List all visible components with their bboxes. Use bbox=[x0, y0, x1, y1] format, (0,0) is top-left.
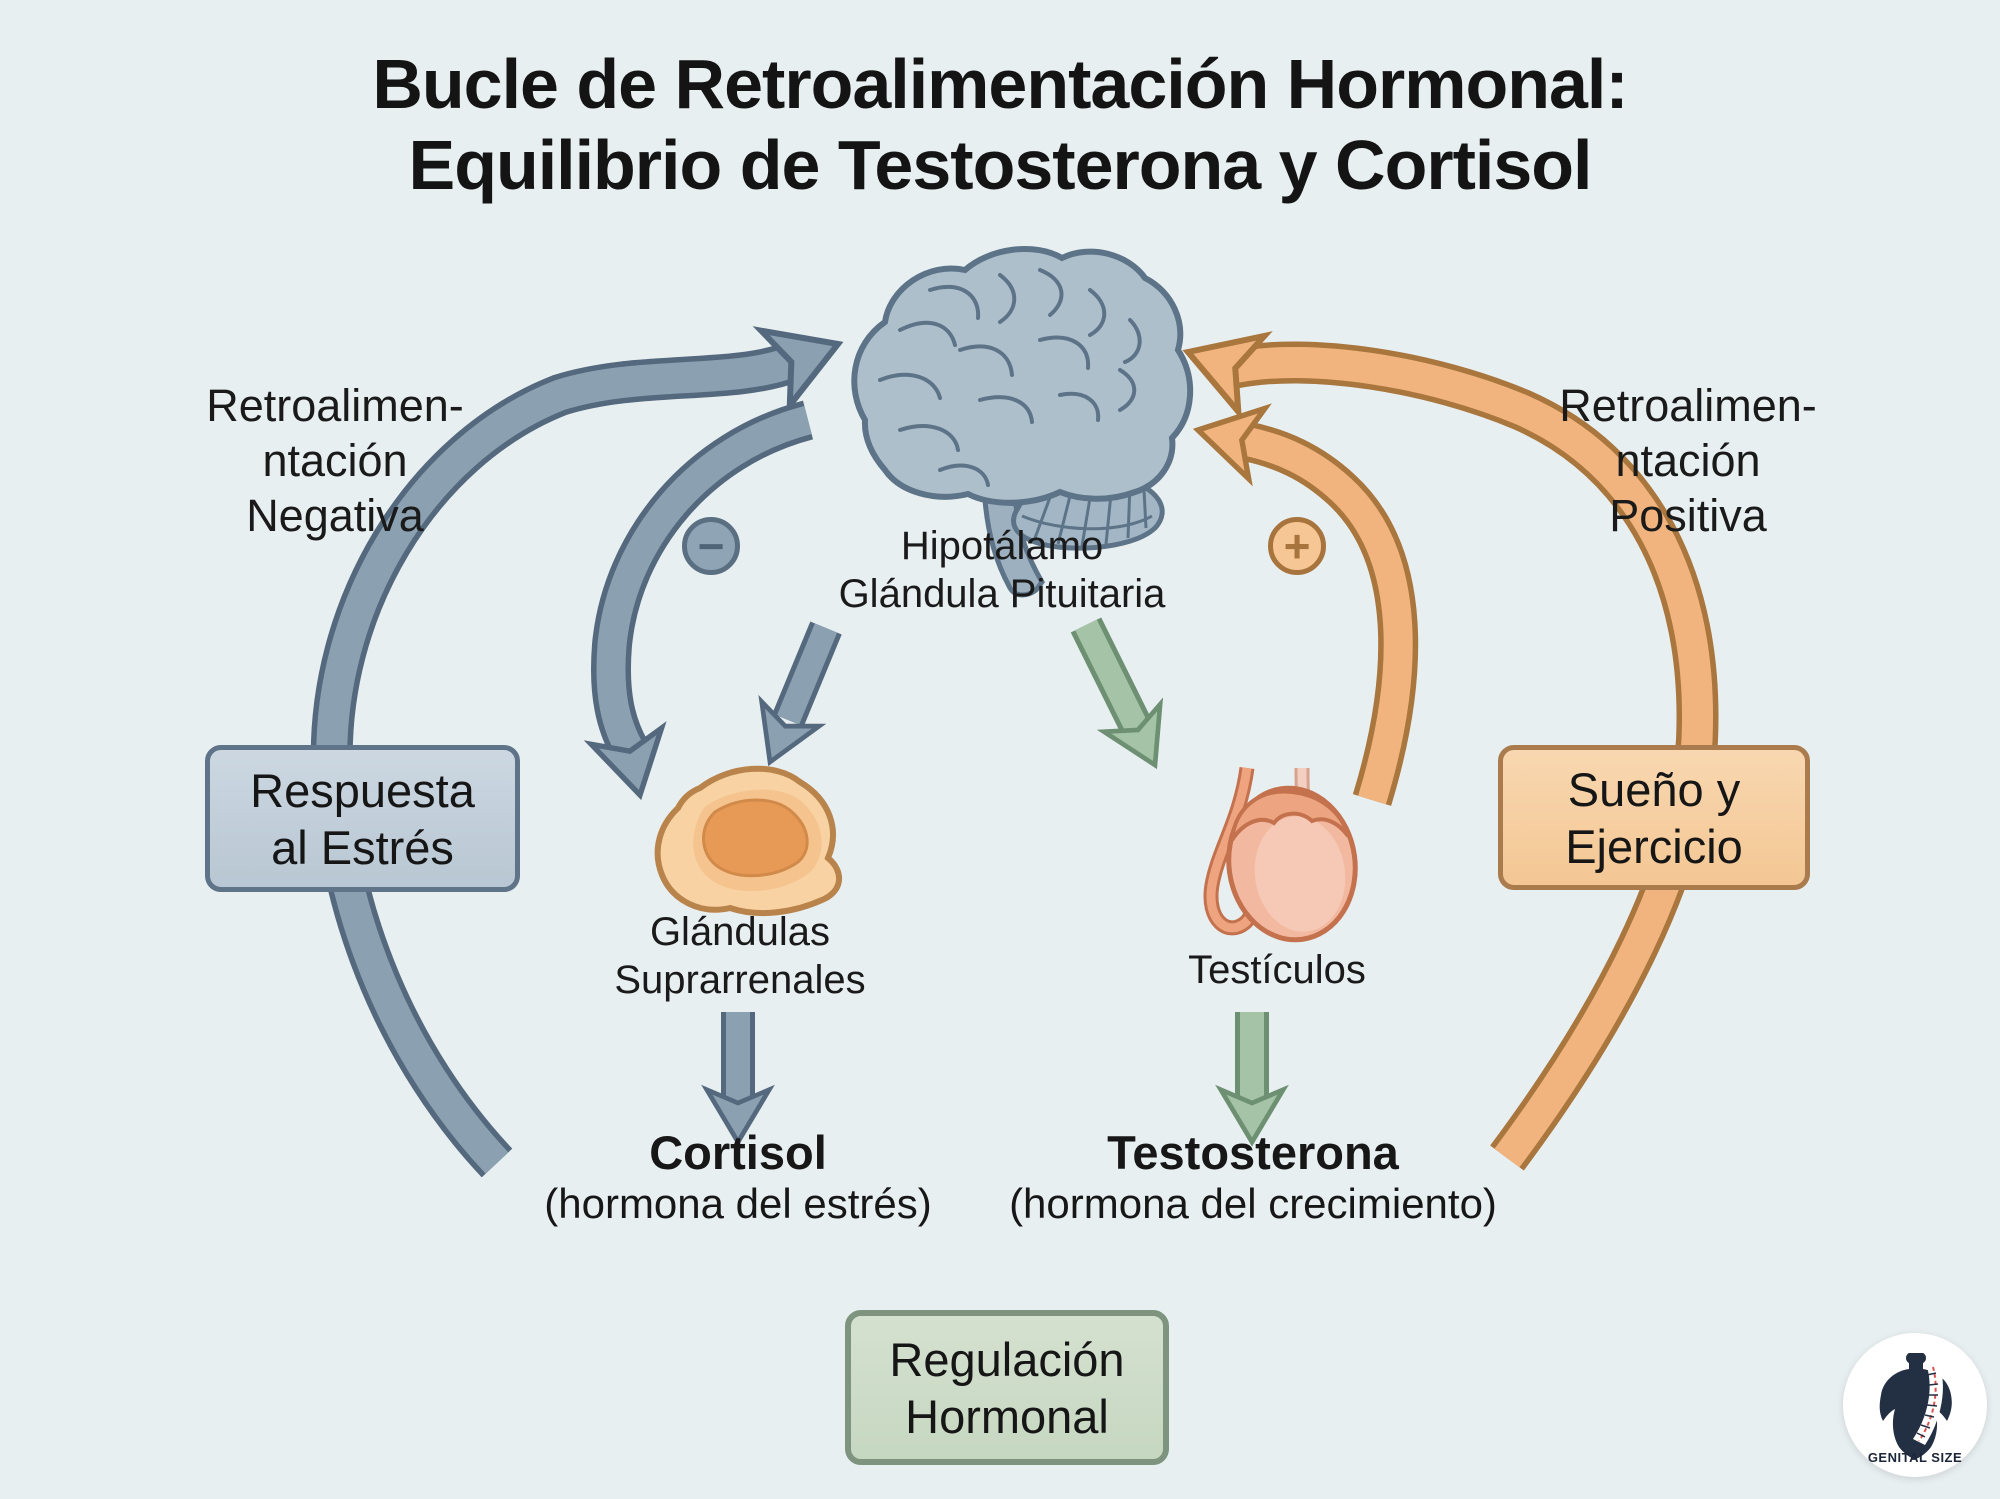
testosterone-name: Testosterona bbox=[1107, 1126, 1399, 1179]
minus-icon: − bbox=[697, 520, 725, 572]
testes-to-testosterone-arrow bbox=[1221, 1012, 1283, 1142]
plus-sign-badge bbox=[1268, 517, 1326, 575]
cortisol-name: Cortisol bbox=[649, 1126, 827, 1179]
stress-response-box: Respuesta al Estrés bbox=[205, 745, 520, 892]
positive-feedback-label: Retroalimen- ntación Positiva bbox=[1559, 380, 1817, 541]
testosterone-desc: (hormona del crecimiento) bbox=[1009, 1180, 1497, 1227]
brand-logo-text: GENITAL SIZE bbox=[1867, 1450, 1963, 1465]
testosterone-label bbox=[1009, 1126, 1497, 1228]
brand-logo bbox=[1843, 1333, 1987, 1477]
minus-sign-badge bbox=[682, 517, 740, 575]
adrenal-to-cortisol-arrow bbox=[707, 1012, 769, 1142]
negative-feedback-label: Retroalimen- ntación Negativa bbox=[206, 380, 464, 541]
adrenal-label: Glándulas Suprarrenales bbox=[614, 910, 866, 1002]
testes-label: Testículos bbox=[1188, 948, 1366, 992]
sleep-exercise-box: Sueño y Ejercicio bbox=[1498, 745, 1810, 890]
page-title-line2: Equilibrio de Testosterona y Cortisol bbox=[408, 125, 1592, 204]
adrenal-gland-illustration bbox=[658, 769, 839, 913]
muscular-torso-icon bbox=[1880, 1353, 1952, 1459]
testes-to-brain-arrow bbox=[1190, 395, 1398, 800]
cortisol-label bbox=[544, 1126, 932, 1228]
cortisol-desc: (hormona del estrés) bbox=[544, 1180, 932, 1227]
hormonal-regulation-box: Regulación Hormonal bbox=[845, 1310, 1169, 1465]
page-title bbox=[100, 44, 1900, 205]
testicle-illustration bbox=[1211, 768, 1365, 948]
plus-icon: + bbox=[1283, 520, 1311, 572]
brain-label: Hipotálamo Glándula Pituitaria bbox=[838, 524, 1166, 616]
page-title-line1: Bucle de Retroalimentación Hormonal: bbox=[372, 45, 1628, 123]
pituitary-to-testes-arrow bbox=[1086, 625, 1183, 779]
pituitary-to-adrenal-arrow bbox=[741, 628, 826, 774]
